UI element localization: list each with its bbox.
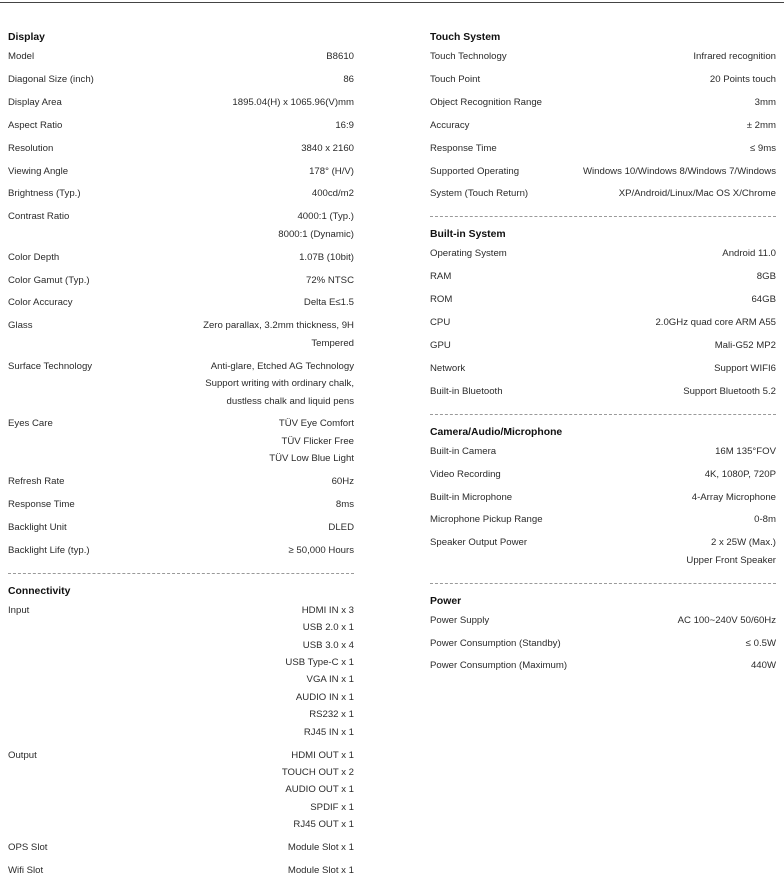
spec-label: Backlight Life (typ.) <box>8 544 90 556</box>
spec-row <box>8 163 354 186</box>
spec-value: 64GB <box>751 294 776 306</box>
spec-value: 2.0GHz quad core ARM A55 <box>655 317 776 329</box>
top-divider <box>0 2 784 3</box>
spec-row <box>8 839 354 862</box>
section-title: Display <box>8 32 45 43</box>
spec-value: 400cd/m2 <box>311 188 354 200</box>
spec-value-group <box>65 140 354 157</box>
spec-label: Viewing Angle <box>8 165 69 177</box>
spec-label: Color Accuracy <box>8 297 73 309</box>
spec-value: Infrared recognition <box>693 51 776 62</box>
spec-value: 440W <box>750 660 776 672</box>
left-spec-column <box>8 24 354 885</box>
spec-value-group <box>74 94 354 111</box>
spec-row <box>8 94 354 117</box>
spec-value-group <box>579 657 776 674</box>
spec-row <box>430 360 776 383</box>
spec-value: TÜV Eye Comfort <box>278 418 354 430</box>
spec-value-group <box>513 466 776 483</box>
spec-value: Support writing with ordinary chalk, <box>205 378 354 390</box>
section-title: Built-in System <box>430 229 506 241</box>
spec-label: Power Consumption (Maximum) <box>430 660 568 672</box>
spec-value-group <box>524 489 776 506</box>
spec-value: TOUCH OUT x 2 <box>281 766 354 778</box>
spec-label: OPS Slot <box>8 842 48 854</box>
spec-value: 16M 135°FOV <box>715 445 776 457</box>
spec-label: Display Area <box>8 96 62 108</box>
spec-section-display <box>8 24 354 565</box>
spec-label: GPU <box>430 339 451 351</box>
spec-value: Zero parallax, 3.2mm thickness, 9H <box>203 320 354 332</box>
spec-value-group <box>49 747 354 834</box>
spec-value-group <box>462 314 776 331</box>
spec-label: CPU <box>430 317 451 329</box>
spec-value: dustless chalk and liquid pens <box>226 395 354 407</box>
spec-value-group <box>45 317 354 352</box>
spec-value-group <box>59 839 354 856</box>
spec-row <box>430 511 776 534</box>
spec-value: XP/Android/Linux/Mac OS X/Chrome <box>618 188 776 200</box>
spec-row <box>8 249 354 272</box>
spec-label: Glass <box>8 320 33 332</box>
spec-label: Response Time <box>8 499 75 511</box>
spec-row <box>8 747 354 840</box>
spec-value-group <box>554 94 776 111</box>
spec-row <box>430 337 776 360</box>
spec-value-group <box>93 185 354 202</box>
spec-row <box>8 317 354 357</box>
spec-label: Wifi Slot <box>8 864 44 876</box>
spec-row <box>430 245 776 268</box>
spec-label: Network <box>430 362 466 374</box>
spec-label: Eyes Care <box>8 418 53 430</box>
spec-value: TÜV Flicker Free <box>281 435 354 447</box>
spec-value: USB Type-C x 1 <box>285 656 354 668</box>
spec-value-group <box>106 71 354 88</box>
spec-row <box>430 163 776 186</box>
section-title: Connectivity <box>8 585 71 597</box>
spec-value-group <box>85 294 354 311</box>
right-spec-column <box>430 24 776 680</box>
spec-value-group <box>464 291 776 308</box>
spec-row <box>8 519 354 542</box>
spec-label: Accuracy <box>430 119 470 131</box>
spec-row <box>8 208 354 248</box>
spec-row <box>430 657 776 680</box>
spec-value: B8610 <box>326 51 354 62</box>
spec-label: Surface Technology <box>8 360 93 372</box>
spec-value-group <box>539 534 776 569</box>
spec-row <box>8 415 354 473</box>
spec-value: 60Hz <box>331 476 354 488</box>
spec-label: Resolution <box>8 142 54 154</box>
spec-value: 16:9 <box>335 119 354 131</box>
spec-row <box>430 140 776 163</box>
spec-value-group <box>531 163 776 180</box>
spec-row <box>430 489 776 512</box>
spec-value-group <box>519 245 776 262</box>
spec-row <box>8 71 354 94</box>
spec-row <box>430 291 776 314</box>
spec-value: 2 x 25W (Max.) <box>710 537 776 549</box>
spec-value: Support WIFI6 <box>714 362 776 374</box>
spec-value: SPDIF x 1 <box>310 801 354 813</box>
spec-value: 20 Points touch <box>709 73 776 85</box>
spec-label: Backlight Unit <box>8 521 67 533</box>
spec-value-group <box>71 249 354 266</box>
spec-row <box>430 383 776 406</box>
spec-value: Module Slot x 1 <box>287 842 354 854</box>
spec-value: USB 3.0 x 4 <box>302 639 354 651</box>
spec-label: Touch Technology <box>430 51 507 62</box>
spec-label: Power Supply <box>430 614 490 626</box>
spec-value: 0-8m <box>754 514 776 526</box>
section-title: Camera/Audio/Microphone <box>430 426 563 438</box>
spec-value: 1.07B (10bit) <box>299 251 354 263</box>
spec-section-touch-system <box>430 24 776 208</box>
spec-value: ± 2mm <box>746 119 776 131</box>
spec-value-group <box>509 140 776 157</box>
spec-value: Windows 10/Windows 8/Windows 7/Windows <box>582 165 776 177</box>
spec-value-group <box>87 496 354 513</box>
spec-row <box>430 94 776 117</box>
spec-row <box>8 140 354 163</box>
spec-row <box>430 48 776 71</box>
spec-value: 4-Array Microphone <box>691 491 776 503</box>
spec-value: RJ45 OUT x 1 <box>293 819 354 831</box>
spec-row <box>430 635 776 658</box>
spec-value: AUDIO OUT x 1 <box>285 784 354 796</box>
spec-value: Module Slot x 1 <box>287 864 354 876</box>
spec-value: 3840 x 2160 <box>301 142 354 154</box>
spec-label: Object Recognition Range <box>430 96 542 108</box>
spec-label: Contrast Ratio <box>8 211 70 223</box>
spec-value: 86 <box>343 73 354 85</box>
spec-value-group <box>540 185 776 202</box>
spec-label: Video Recording <box>430 468 501 480</box>
spec-label: Model <box>8 51 35 62</box>
spec-label: RAM <box>430 271 452 283</box>
spec-value: ≥ 50,000 Hours <box>288 544 354 556</box>
spec-value-group <box>81 208 354 243</box>
spec-value: Upper Front Speaker <box>686 554 776 566</box>
spec-value: Support Bluetooth 5.2 <box>683 385 776 397</box>
spec-row <box>430 117 776 140</box>
spec-label: Brightness (Typ.) <box>8 188 81 200</box>
spec-label: Response Time <box>430 142 497 154</box>
spec-section-power <box>430 583 776 681</box>
spec-row <box>8 294 354 317</box>
spec-section-built-in-system <box>430 216 776 405</box>
spec-label: Output <box>8 749 37 761</box>
spec-label: Diagonal Size (inch) <box>8 73 94 85</box>
spec-label: Touch Point <box>430 73 481 85</box>
spec-value: 8000:1 (Dynamic) <box>278 228 354 240</box>
spec-value-group <box>519 48 776 65</box>
spec-value-group <box>80 163 354 180</box>
spec-value: TÜV Low Blue Light <box>269 453 354 465</box>
spec-section-camera-audio-microphone <box>430 414 776 575</box>
spec-label: Speaker Output Power <box>430 537 528 549</box>
spec-value: VGA IN x 1 <box>306 674 354 686</box>
spec-value-group <box>477 360 776 377</box>
spec-value-group <box>508 443 776 460</box>
spec-value-group <box>55 862 354 879</box>
spec-value: 72% NTSC <box>306 274 354 286</box>
spec-row <box>8 48 354 71</box>
spec-value: 1895.04(H) x 1065.96(V)mm <box>232 96 354 108</box>
spec-row <box>430 612 776 635</box>
spec-value-group <box>555 511 776 528</box>
spec-value-group <box>74 117 354 134</box>
spec-label: Microphone Pickup Range <box>430 514 543 526</box>
spec-row <box>430 71 776 94</box>
spec-value: AC 100~240V 50/60Hz <box>677 614 776 626</box>
spec-label: Power Consumption (Standby) <box>430 637 561 649</box>
spec-row <box>8 496 354 519</box>
spec-value-group <box>104 358 354 410</box>
spec-value: 3mm <box>754 96 776 108</box>
spec-value: 4000:1 (Typ.) <box>297 211 354 223</box>
spec-value: 178° (H/V) <box>309 165 354 177</box>
spec-row <box>430 314 776 337</box>
spec-value: AUDIO IN x 1 <box>295 691 354 703</box>
spec-value: HDMI OUT x 1 <box>291 749 354 761</box>
section-title: Touch System <box>430 32 501 43</box>
spec-label: Operating System <box>430 248 507 260</box>
spec-value-group <box>102 542 354 559</box>
spec-row <box>8 185 354 208</box>
spec-label: Built-in Bluetooth <box>430 385 503 397</box>
spec-value-group <box>463 268 776 285</box>
spec-label: Built-in Camera <box>430 445 497 457</box>
spec-value-group <box>102 272 354 289</box>
spec-value-group <box>515 383 776 400</box>
spec-value-group <box>41 602 354 741</box>
spec-value: HDMI IN x 3 <box>301 604 354 616</box>
spec-value: RS232 x 1 <box>309 709 354 721</box>
spec-value-group <box>77 473 354 490</box>
spec-row <box>430 443 776 466</box>
spec-value: Delta E≤1.5 <box>303 297 354 309</box>
spec-row <box>8 358 354 416</box>
spec-row <box>430 466 776 489</box>
spec-value: 4K, 1080P, 720P <box>704 468 776 480</box>
spec-label: Aspect Ratio <box>8 119 63 131</box>
spec-row <box>8 542 354 565</box>
section-title: Power <box>430 595 462 607</box>
spec-label: Supported Operating <box>430 165 520 177</box>
spec-label: Color Gamut (Typ.) <box>8 274 90 286</box>
spec-value-group <box>573 635 776 652</box>
spec-row <box>8 862 354 885</box>
spec-label: System (Touch Return) <box>430 188 529 200</box>
spec-label: Color Depth <box>8 251 60 263</box>
spec-value: 8ms <box>335 499 354 511</box>
spec-value-group <box>481 117 776 134</box>
spec-section-connectivity <box>8 573 354 885</box>
spec-value-group <box>463 337 776 354</box>
spec-row <box>8 602 354 747</box>
spec-value-group <box>492 71 776 88</box>
spec-label: Input <box>8 604 30 616</box>
spec-value-group <box>79 519 354 536</box>
spec-value: Tempered <box>311 337 354 349</box>
spec-row <box>430 534 776 574</box>
spec-value: ≤ 9ms <box>749 142 776 154</box>
spec-value: RJ45 IN x 1 <box>303 726 354 738</box>
spec-value: Mali-G52 MP2 <box>714 339 776 351</box>
spec-value: Anti-glare, Etched AG Technology <box>210 360 354 372</box>
spec-row <box>430 268 776 291</box>
spec-label: Refresh Rate <box>8 476 65 488</box>
spec-row <box>8 272 354 295</box>
spec-row <box>8 473 354 496</box>
spec-row <box>8 117 354 140</box>
spec-value: DLED <box>328 521 354 533</box>
spec-value-group <box>65 415 354 467</box>
spec-value: 8GB <box>756 271 776 283</box>
spec-value: Android 11.0 <box>722 248 776 260</box>
spec-label: Built-in Microphone <box>430 491 513 503</box>
spec-value-group <box>46 48 354 65</box>
spec-value: ≤ 0.5W <box>745 637 776 649</box>
spec-label: ROM <box>430 294 453 306</box>
spec-value: USB 2.0 x 1 <box>302 622 354 634</box>
spec-row <box>430 185 776 208</box>
spec-value-group <box>501 612 776 629</box>
